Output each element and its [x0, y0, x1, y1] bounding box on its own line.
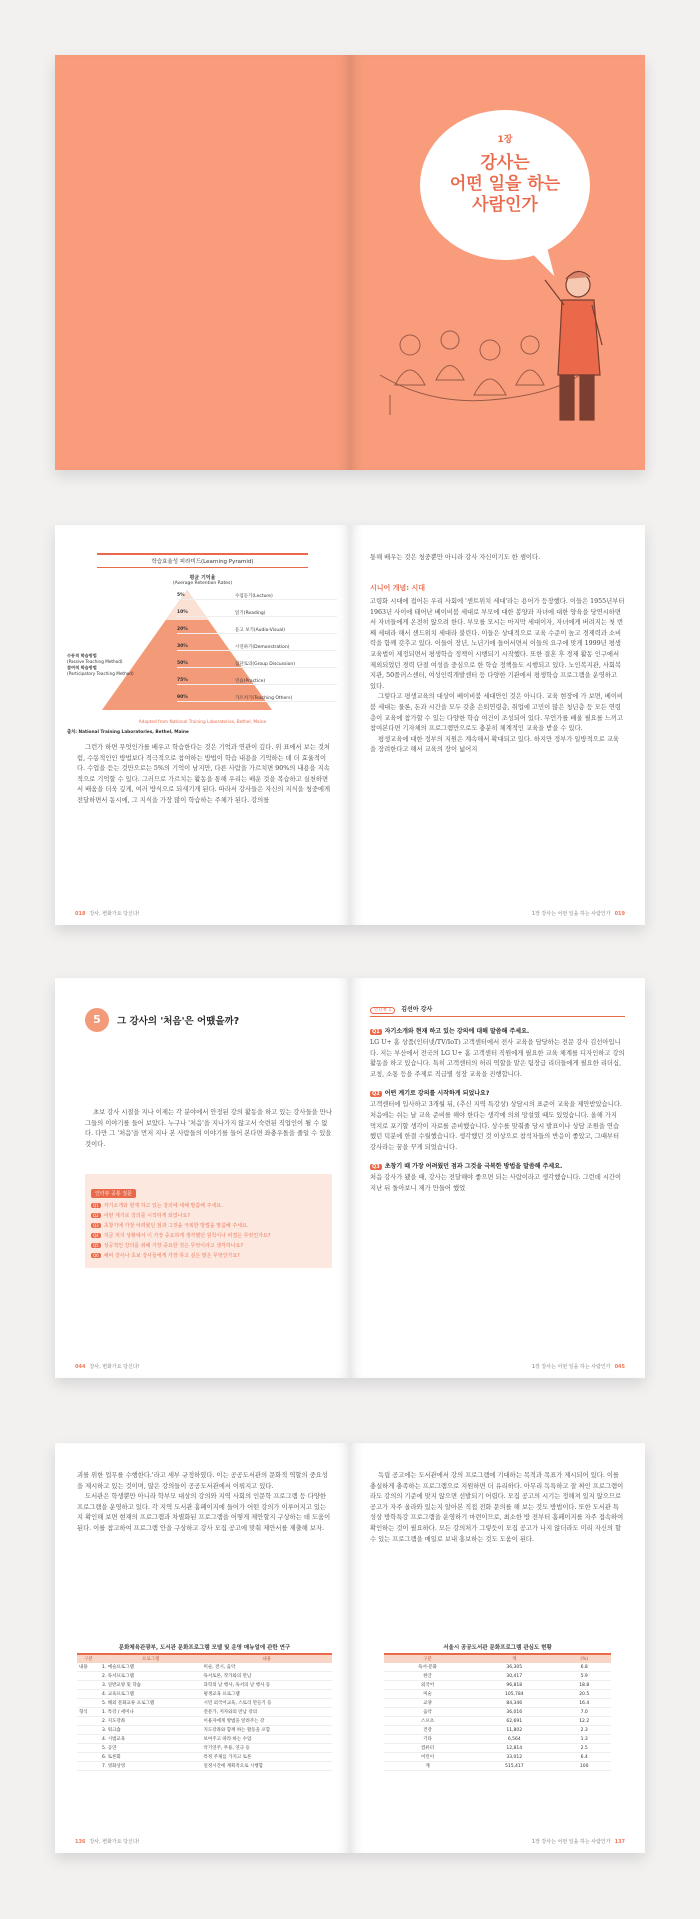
interview-question [370, 1088, 625, 1097]
q-badge-icon: Q1 [93, 1203, 99, 1208]
table-cell: 33,012 [471, 1753, 557, 1762]
table-cell: 6,564 [471, 1735, 557, 1744]
table-cell: 96,818 [471, 1681, 557, 1690]
question-text: 자기소개와 현재 하고 있는 강의에 대해 말씀해 주세요. [103, 1203, 223, 1209]
table-header-row [77, 1655, 332, 1663]
left-footer [71, 910, 140, 917]
pyramid-level [177, 627, 337, 634]
table-cell: 16.4 [557, 1699, 611, 1708]
level-label: 듣고 보기(Audio-Visual) [235, 628, 285, 633]
cover-left-page [55, 55, 350, 470]
table-cell: 4. 시범교육 [100, 1735, 202, 1744]
table-cell: 일정시간에 계획적으로 시행함 [202, 1762, 332, 1771]
pyramid-level [177, 695, 337, 702]
library-spread [55, 1443, 645, 1853]
avg-label: 평균 기억율 [189, 575, 216, 581]
table-cell: 36,305 [471, 1663, 557, 1672]
table-cell: 1. 예술프로그램 [100, 1663, 202, 1672]
table-row [77, 1717, 332, 1726]
common-question [91, 1222, 326, 1229]
column-header: 계 [471, 1655, 557, 1663]
right-body [370, 597, 625, 756]
passive-label: 수동적 학습방법 [67, 653, 97, 658]
table-cell: 2. 독서프로그램 [100, 1672, 202, 1681]
column-header: (%) [557, 1655, 611, 1663]
table-cell: 스포츠 [384, 1717, 471, 1726]
footer-title: 1장 강사는 어떤 일을 하는 사람인가 [531, 1364, 611, 1370]
table-cell: 7. 영화상영 [100, 1762, 202, 1771]
paragraph: 평생교육에 대한 정부의 지원은 계속해서 확대되고 있다. 하지만 정부가 일방적으로 교육을 장려한다고 해서 교육의 장이 넓어지 [370, 735, 619, 754]
common-question [91, 1212, 326, 1219]
page-number: 018 [75, 911, 86, 917]
interviewee-name: 김선아 강사 [401, 1006, 433, 1013]
table-cell: 평생교육 프로그램 [202, 1690, 332, 1699]
table-cell: 독서·문화 [384, 1663, 471, 1672]
table-cell [77, 1699, 100, 1708]
level-percent: 90% [177, 695, 188, 700]
table-cell: 외국어 [384, 1681, 471, 1690]
title-line: 강사는 [480, 153, 530, 173]
table-cell: 11,802 [471, 1726, 557, 1735]
footer-title: 강사, 변화가요 당신다! [89, 1364, 140, 1370]
table-row [384, 1708, 611, 1717]
section-number: 5 [85, 1008, 109, 1032]
q-badge-icon: Q6 [93, 1253, 99, 1258]
active-label: 참여적 학습방법 [67, 665, 97, 670]
table-cell: 5. 해외 문화교류 프로그램 [100, 1699, 202, 1708]
table-cell [77, 1672, 100, 1681]
level-percent: 50% [177, 661, 188, 666]
table-row [384, 1681, 611, 1690]
program-table-block [77, 1643, 332, 1771]
table-cell: 전문가, 저자와의 만남 강의 [202, 1708, 332, 1717]
page-number: 019 [614, 911, 625, 917]
table-row [384, 1717, 611, 1726]
table-cell: 20.5 [557, 1690, 611, 1699]
footer-title: 강사, 변화가요 당신다! [89, 911, 140, 917]
pyramid-level [177, 610, 337, 617]
level-percent: 5% [177, 593, 185, 598]
question-text: 어떤 계기로 강의를 시작하게 되었나요? [384, 1090, 490, 1098]
column-header: 구분 [77, 1655, 100, 1663]
table-row [384, 1699, 611, 1708]
table-cell: 이용자에게 방법을 알려주는 강 [202, 1717, 332, 1726]
common-question [91, 1242, 326, 1249]
question-text: 초창기 때 가장 어려웠던 점과 그것을 극복한 방법을 말씀해 주세요. [384, 1163, 563, 1171]
left-body: 그런가 하면 무엇인가를 배우고 학습한다는 것은 기억과 연관이 깊다. 위 표에서 보는 것처럼, 수동적인인 방법보다 적극적으로 참여하는 방법이 학습 내용을 기억하는 데 더 효율적이다. 수업을 듣는 것만으로는 5%의 기억이 남지만, 다른 사람을 가르치면 90%의 내용을 지속적으로 기억할 수 있다. 그러므로 가르치는 활동을 통해 우리는 배운 것을 복습하고 실천하면서 배움을 더욱 깊게, 여러 방식으로 되새기게 된다. 따라서 강사들은 자신의 지식을 청중에게 전달하면서 동시에, 그 지식을 가장 많이 학습하는 주체가 된다. 강의를 [77, 744, 331, 804]
answer-text: 고객센터에 입사하고 3개월 뒤, (추신 지역 특강상) 상담시의 표준이 교육을 제안받았습니다. 처음에는 쉬는 날 교육 준비를 해야 한다는 생각에 의외 망설였 때도 있었습니다. 올해 가지 먹지로 포기할 생각이 자로를 준비했습니다. 상수를 맞춰줄 당시 발표이나 상담 조원을 연습했던 덕분에 한결 수월했습니다. 생각했던 것 이상으로 참석자들의 반응이 좋았고, 그때부터 강사라는 꿈을 꾸게 되었습니다. [370, 1101, 622, 1151]
table-cell: 5. 공연 [100, 1744, 202, 1753]
table-row [384, 1672, 611, 1681]
table-cell: 한글 [384, 1672, 471, 1681]
q-badge-icon: Q5 [93, 1243, 99, 1248]
table-cell: 6.4 [557, 1753, 611, 1762]
table-header-row [384, 1655, 611, 1663]
table-cell [77, 1735, 100, 1744]
question-text: 예비 강사나 초보 강사들에게 가장 하고 싶은 말은 무엇인가요? [103, 1253, 240, 1259]
level-percent: 20% [177, 627, 188, 632]
table-cell: 미술 [384, 1690, 471, 1699]
level-label: 가르치기(Teaching Others) [235, 696, 293, 701]
table-row [77, 1744, 332, 1753]
cover-spread [55, 55, 645, 470]
q-badge-icon: Q3 [93, 1223, 99, 1228]
table-cell: 18.8 [557, 1681, 611, 1690]
level-label: 수업듣기(Lecture) [235, 594, 273, 599]
right-footer [532, 910, 629, 917]
table-cell [77, 1726, 100, 1735]
page-number: 045 [614, 1364, 625, 1370]
table-cell [77, 1690, 100, 1699]
table-row [384, 1744, 611, 1753]
section-heading: 시니어 개념: 시대 [370, 584, 426, 592]
left-footer [71, 1363, 140, 1370]
pyramid-title: 학습효율성 피라미드(Learning Pyramid) [97, 553, 308, 568]
pyramid-source: 출처: National Training Laboratories, Bethel, Maine [67, 730, 189, 735]
table-row [77, 1672, 332, 1681]
table-cell: 내용 [77, 1663, 100, 1672]
answer-text: 처음 강사가 됐을 때, 강사는 전달해야 좋으면 되는 사람이라고 생각했습니다. 그런데 시간이 지난 뒤 돌아보니 제가 만들어 했었 [370, 1174, 622, 1192]
question-text: 성공적인 강의를 위해 가장 중요한 것은 무엇이라고 생각하나요? [103, 1243, 244, 1249]
footer-title: 1장 강사는 어떤 일을 하는 사람인가 [531, 911, 611, 917]
page-number: 137 [614, 1839, 625, 1845]
paragraph: 그렇다고 평생교육의 대상이 베이비붐 세대만인 것은 아니다. 교육 현장에 가 보면, 베이비붐 세대는 물론, 돈과 시간을 모두 갖춘 은퇴연령층, 취업에 고민이 많은 청년층 등 모든 연령층이 교육에 참가할 수 있는 다양한 학습 여건이 조성되어 있다. 무언가를 배울 필요를 느끼고 참여본다면 기자체의 프로그램만으로도 충분히 체계적인 교육을 받을 수 있다. [370, 693, 624, 733]
table-cell: 84,346 [471, 1699, 557, 1708]
level-percent: 75% [177, 678, 188, 683]
left-footer [71, 1838, 140, 1845]
question-text: 초창기에 가장 어려웠던 점과 그것을 극복한 방법을 말씀해 주세요. [103, 1223, 249, 1229]
table-cell: 형식 [77, 1708, 100, 1717]
table-cell: 62,691 [471, 1717, 557, 1726]
table-cell [77, 1681, 100, 1690]
interview-spread [55, 978, 645, 1378]
interview-body [370, 1018, 625, 1195]
table-row [77, 1663, 332, 1672]
q-badge-icon: Q2 [93, 1213, 99, 1218]
table-cell: 1.3 [557, 1735, 611, 1744]
common-question [91, 1232, 326, 1239]
table-cell: 1. 특강 / 세미나 [100, 1708, 202, 1717]
question-box [85, 1174, 332, 1268]
library-body [77, 1471, 332, 1535]
pyramid-spread [55, 525, 645, 925]
intro-text: 초보 강사 시절을 지나 이제는 각 분야에서 안정된 강의 활동을 하고 있는 강사들을 만나 그들의 이야기를 들어 보았다. 누구나 '처음'을 지나가지 않고서 숙련된 직업인이 될 수 없다. 다만 그 '처음'을 먼저 지나 본 사람들의 이야기를 들어 본다면 좌충우돌을 줄일 수 있을 것이다. [85, 1109, 332, 1148]
library-left-page [55, 1443, 350, 1853]
interview-left-page [55, 978, 350, 1378]
passive-sub: (Passive Teaching Method) [67, 659, 123, 664]
answer-text: LG U+ 홈 상품(인터넷/TV/IoT) 고객센터에서 전사 교육을 담당하는 전문 강사 김선아입니다. 저는 부산에서 전국의 LG U+ 홈 고객센터 직원에게 필요한 교육 체계를 디자인하고 강의 활동을 하고 있습니다. 특히 고객센터의 허리 역할을 맡은 팀장급 리더들에게 필요한 리더십, 코칭, 소통 등을 주제로 직급별 성장 교육을 진행합니다. [370, 1039, 625, 1078]
question-text: 지금 처지 상황에서 이 가장 중요하게 생각했던 원칙이나 비결은 무엇인가요? [103, 1233, 271, 1239]
cover-right-page [350, 55, 645, 470]
table-row [77, 1726, 332, 1735]
table-cell: 36,016 [471, 1708, 557, 1717]
table-cell: 교양 [384, 1699, 471, 1708]
pyramid-level [177, 661, 337, 668]
q-badge-icon: Q2 [372, 1091, 380, 1098]
interview-header [370, 1004, 625, 1017]
table-row [77, 1681, 332, 1690]
pyramid-level [177, 678, 337, 685]
table-cell: 30,417 [471, 1672, 557, 1681]
table-row [77, 1735, 332, 1744]
table-cell: 2. 지도강좌 [100, 1717, 202, 1726]
table-cell: 4. 교육프로그램 [100, 1690, 202, 1699]
pyramid-level [177, 593, 337, 600]
table-cell: 7.0 [557, 1708, 611, 1717]
column-header: 내용 [202, 1655, 332, 1663]
library-right-body: 독립 공고에는 도서관에서 강의 프로그램에 기대하는 목적과 목표가 제시되어 있다. 이를 충실하게 충족하는 프로그램으로 지원하면 더 유리하다. 아무리 독특하고 잘 짜인 프로그램이라도 강의의 기준에 맞지 않으면 선발되기 어렵다. 모집 공고의 시기는 정해져 있지 않으므로 공고가 자주 올라와 있는지 알아본 직접 전화 문의를 해 보는 것도 방법이다. 또한 도서관 특성상 방학특강 프로그램을 운영하기 마련이므로, 최소한 방 전부터 홈페이지를 자주 접속하여 확인하는 것이 필요하다. 모든 강의처가 그렇듯이 모집 공고가 나지 않더라도 미리 자신의 할 수 있는 프로그램을 메일로 보내 홍보하는 것도 도움이 된다. [370, 1472, 624, 1543]
column-header: 프로그램 [100, 1655, 202, 1663]
table-row [384, 1726, 611, 1735]
table-cell: 100 [557, 1762, 611, 1771]
table-cell [77, 1744, 100, 1753]
question-text: 자기소개와 현재 하고 있는 강의에 대해 말씀해 주세요. [384, 1028, 530, 1035]
footer-title: 1장 강사는 어떤 일을 하는 사람인가 [531, 1839, 611, 1845]
level-percent: 10% [177, 610, 188, 615]
question-list [91, 1202, 326, 1259]
paragraph: 도서관은 학생뿐만 아니라 학부모 대상의 강의와 지역 사회의 인문학 프로그램 등 다양한 프로그램을 운영하고 있다. 각 지역 도서관 홈페이지에 들어가 어떤 강의가 이루어지고 있는지 확인해 보면 현재의 프로그램과 차별화된 프로그램을 어떻게 제안할지 구상하는 데 도움이 된다. 이를 참고하여 프로그램 안을 구상하고 강사 모집 공고에 맞춰 제안서를 제출해 보자. [77, 1493, 331, 1532]
table-cell [77, 1762, 100, 1771]
level-label: 시연하기(Demonstration) [235, 645, 290, 650]
column-header: 구분 [384, 1655, 471, 1663]
program-table [77, 1655, 332, 1771]
table-cell: 음악 [384, 1708, 471, 1717]
table-cell: 시민 외국어교육, 스토리 만들기 등 [202, 1699, 332, 1708]
page-number: 136 [75, 1839, 86, 1845]
table-row [384, 1663, 611, 1672]
common-question [91, 1202, 326, 1209]
pyramid-adapted: Adapted from National Training Laboratories, Bethel, Maine [138, 720, 267, 725]
table-body [384, 1663, 611, 1771]
table-cell: 악기연주, 무용, 연극 등 [202, 1744, 332, 1753]
q-badge-icon: Q3 [372, 1164, 380, 1171]
passive-method [67, 653, 134, 677]
table-row [384, 1690, 611, 1699]
interest-table [384, 1655, 611, 1771]
table-cell: 515,417 [471, 1762, 557, 1771]
table-cell: 건강 [384, 1726, 471, 1735]
table-cell: 12.2 [557, 1717, 611, 1726]
interview-tag: 인터뷰 1 [370, 1007, 395, 1014]
paragraph: 고령화 시대에 접어든 우리 사회에 '센트위치 세대'라는 용어가 등장했다. 이들은 1955년부터 1963년 사이에 태어난 베이비붐 세대로 부모에 대한 봉양과 자녀에 대한 양육을 당연시하면서 자녀들에게 온전히 않으려 한다. 부모를 모시는 마지막 세대이자, 자녀에게 버려지는 첫 번째 세대라 해서 샌드위치 세대라 불린다. 이들은 상대적으로 교육 수준이 높고 경제력과 소비력을 함께 갖추고 있다. 이들이 장년, 노년기에 들어서면서 이들의 요구에 맞게 1999년 평생교육법이 제정되면서 평생학습 정책이 시행되기 시작했다. 또한 결혼 후 경제 활동 인구에서 제외되었던 경력 단절 여성을 중심으로 한 학습 정책들도 시행되고 있다. 노인복지관, 사회복지관, 50플러스센터, 여성인력개발센터 등 다양한 기관에서 평생학습 프로그램을 운영하고 있다. [370, 598, 625, 690]
pyramid-level [177, 644, 337, 651]
table-cell: 지도강좌와 함께 하는 활동을 포함 [202, 1726, 332, 1735]
table-cell: 3. 워크숍 [100, 1726, 202, 1735]
right-footer [532, 1838, 629, 1845]
table-cell: 어린이 [384, 1753, 471, 1762]
title-line: 사람인가 [472, 195, 538, 215]
table-cell: 6. 토론회 [100, 1753, 202, 1762]
level-label: 연습(Practice) [235, 679, 266, 684]
table-row [384, 1762, 611, 1771]
table-row [384, 1735, 611, 1744]
level-percent: 30% [177, 644, 188, 649]
table-cell: 6.8 [557, 1663, 611, 1672]
table-cell: 2.5 [557, 1744, 611, 1753]
interview-question [370, 1026, 625, 1035]
table-row [77, 1708, 332, 1717]
section-title: 그 강사의 '처음'은 어땠을까? [117, 1016, 240, 1027]
table-cell: 기타 [384, 1735, 471, 1744]
q-badge-icon: Q4 [93, 1233, 99, 1238]
table-cell: 105,784 [471, 1690, 557, 1699]
table-cell: 과학의 날 행사, 독서의 날 행사 등 [202, 1681, 332, 1690]
pyramid-figure [67, 553, 338, 735]
pyramid-left-page [55, 525, 350, 925]
interview-right-page [350, 978, 645, 1378]
interest-table-block [384, 1643, 611, 1771]
title-line: 어떤 일을 하는 [449, 174, 561, 194]
table-row [77, 1762, 332, 1771]
table-cell: 3. 일반교양 및 학습 [100, 1681, 202, 1690]
library-right-page [350, 1443, 645, 1853]
page-number: 044 [75, 1364, 86, 1370]
table-cell [77, 1717, 100, 1726]
level-label: 집단토의(Group Discussion) [235, 662, 295, 667]
right-footer [532, 1363, 629, 1370]
footer-title: 강사, 변화가요 당신다! [89, 1839, 140, 1845]
table-row [77, 1753, 332, 1762]
q-badge-icon: Q1 [372, 1029, 380, 1035]
interview-question [370, 1161, 625, 1170]
table-cell: 특정 주제를 가지고 토론 [202, 1753, 332, 1762]
table-cell [77, 1753, 100, 1762]
avg-sub: (Average Retention Rates) [172, 581, 233, 586]
pyramid-right-page [350, 525, 645, 925]
table-cell: 미술, 전시, 음악 [202, 1663, 332, 1672]
question-text: 어떤 계기로 강의를 시작하게 되었나요? [103, 1213, 190, 1219]
table-row [77, 1690, 332, 1699]
paragraph: 괴를 위한 업무를 수행한다.'라고 세부 규정하였다. 이는 공공도서관의 문화적 역할의 중요성을 제시하고 있는 것이며, 많은 강의들이 공공도서관에서 이뤄지고 있다. [77, 1472, 328, 1490]
question-box-title: 인터뷰 공통 질문 [91, 1189, 136, 1198]
table-body [77, 1663, 332, 1771]
lecturer-illustration [350, 55, 645, 470]
table-row [77, 1699, 332, 1708]
program-table-title: 문화체육관광부, 도서관 문화프로그램 모델 및 운영 매뉴얼에 관한 연구 [77, 1643, 332, 1655]
table-cell: 12,814 [471, 1744, 557, 1753]
table-cell: 컴퓨터 [384, 1744, 471, 1753]
chapter-label: 1장 [497, 135, 513, 145]
common-question [91, 1252, 326, 1259]
level-label: 읽기(Reading) [235, 611, 266, 616]
right-top-text: 통해 배우는 것은 청중뿐만 아니라 강사 자신이기도 한 셈이다. [370, 554, 541, 561]
table-cell: 2.3 [557, 1726, 611, 1735]
table-cell: 계 [384, 1762, 471, 1771]
table-cell: 보여주고 따라 하는 수업 [202, 1735, 332, 1744]
table-cell: 5.9 [557, 1672, 611, 1681]
active-sub: (Participatory Teaching Method) [67, 671, 134, 676]
table-row [384, 1753, 611, 1762]
table-cell: 독서토론, 작가와의 만남 [202, 1672, 332, 1681]
interest-table-title: 서울시 공공도서관 문화프로그램 관심도 현황 [384, 1643, 611, 1655]
